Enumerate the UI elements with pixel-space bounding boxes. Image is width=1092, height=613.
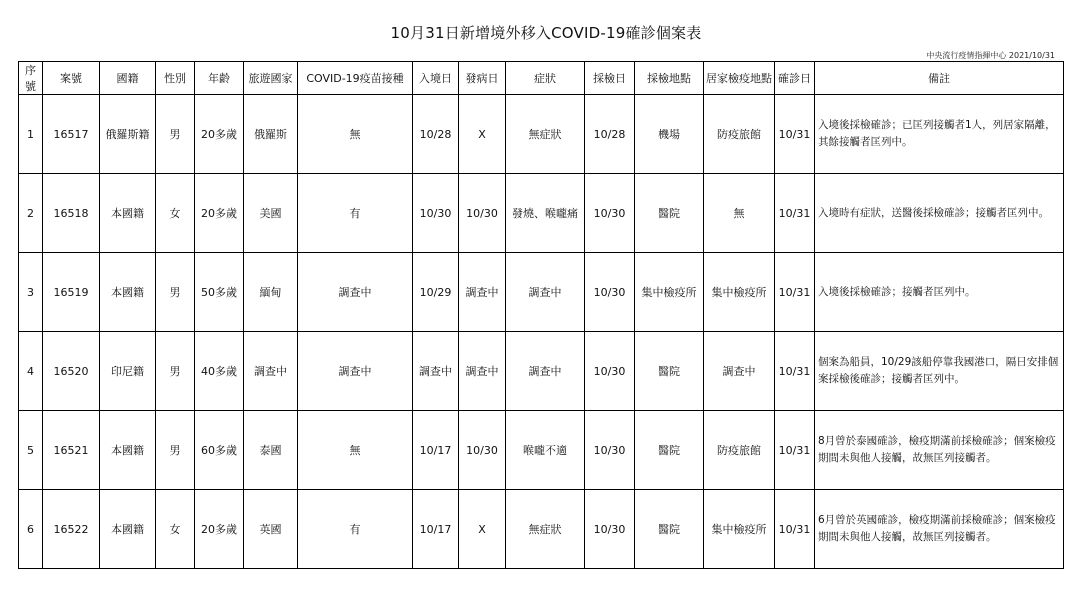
cell-entry: 10/28 [413,95,459,174]
cell-quarantine: 防疫旅館 [704,411,775,490]
cell-sample-date: 10/30 [585,253,635,332]
cell-sample-date: 10/30 [585,174,635,253]
cell-sex: 男 [156,411,195,490]
table-row [19,253,1064,332]
cell-confirm: 10/31 [775,332,815,411]
cell-confirm: 10/31 [775,174,815,253]
table-row [19,95,1064,174]
cell-note: 入境時有症狀，送醫後採檢確診；接觸者匡列中。 [815,174,1064,253]
cell-case: 16520 [43,332,100,411]
cell-onset: X [459,95,506,174]
cell-seq: 1 [19,95,43,174]
col-header-case: 案號 [43,62,100,95]
cell-symptom: 發燒、喉嚨痛 [506,174,585,253]
cell-note: 8月曾於泰國確診，檢疫期滿前採檢確診；個案檢疫期間未與他人接觸，故無匡列接觸者。 [815,411,1064,490]
cell-quarantine: 無 [704,174,775,253]
cell-travel: 俄羅斯 [244,95,298,174]
col-header-nationality: 國籍 [100,62,156,95]
cell-case: 16518 [43,174,100,253]
col-header-vaccine: COVID-19疫苗接種 [298,62,413,95]
col-header-age: 年齡 [195,62,244,95]
cell-entry: 10/30 [413,174,459,253]
cell-case: 16521 [43,411,100,490]
cell-seq: 4 [19,332,43,411]
source-note: 中央流行疫情指揮中心 2021/10/31 [926,51,1055,60]
cell-seq: 6 [19,490,43,569]
cell-case: 16517 [43,95,100,174]
cell-vaccine: 有 [298,174,413,253]
cell-symptom: 調查中 [506,253,585,332]
col-header-seq: 序號 [19,62,43,95]
cell-sex: 女 [156,174,195,253]
cell-confirm: 10/31 [775,490,815,569]
cell-symptom: 無症狀 [506,490,585,569]
cell-sex: 女 [156,490,195,569]
cell-age: 40多歲 [195,332,244,411]
col-header-quarantine: 居家檢疫地點 [704,62,775,95]
cell-sex: 男 [156,332,195,411]
cell-sample-place: 醫院 [635,332,704,411]
header-row [19,62,1064,95]
cell-travel: 英國 [244,490,298,569]
page-title: 10月31日新增境外移入COVID-19確診個案表 [390,24,702,42]
cell-entry: 10/17 [413,411,459,490]
col-header-symptom: 症狀 [506,62,585,95]
cell-vaccine: 有 [298,490,413,569]
cell-age: 60多歲 [195,411,244,490]
col-header-onset: 發病日 [459,62,506,95]
cell-sample-date: 10/30 [585,411,635,490]
col-header-note: 備註 [815,62,1064,95]
cell-quarantine: 防疫旅館 [704,95,775,174]
table-row [19,174,1064,253]
cell-nationality: 俄羅斯籍 [100,95,156,174]
cell-vaccine: 無 [298,95,413,174]
cell-symptom: 無症狀 [506,95,585,174]
cell-nationality: 本國籍 [100,490,156,569]
cell-sex: 男 [156,95,195,174]
table-row [19,490,1064,569]
cell-age: 20多歲 [195,490,244,569]
table-row [19,332,1064,411]
cell-note: 個案為船員，10/29該船停靠我國港口，隔日安排個案採檢後確診；接觸者匡列中。 [815,332,1064,411]
cell-nationality: 本國籍 [100,253,156,332]
cell-symptom: 調查中 [506,332,585,411]
cell-sample-date: 10/28 [585,95,635,174]
cell-vaccine: 無 [298,411,413,490]
cell-sample-place: 機場 [635,95,704,174]
cell-confirm: 10/31 [775,253,815,332]
cell-onset: X [459,490,506,569]
col-header-sex: 性別 [156,62,195,95]
cell-entry: 10/29 [413,253,459,332]
cell-sample-place: 醫院 [635,411,704,490]
case-table [18,61,1064,569]
cell-onset: 10/30 [459,174,506,253]
cell-age: 20多歲 [195,174,244,253]
cell-travel: 泰國 [244,411,298,490]
cell-sample-place: 醫院 [635,490,704,569]
cell-note: 入境後採檢確診；已匡列接觸者1人，列居家隔離，其餘接觸者匡列中。 [815,95,1064,174]
cell-case: 16519 [43,253,100,332]
cell-vaccine: 調查中 [298,253,413,332]
col-header-travel: 旅遊國家 [244,62,298,95]
cell-confirm: 10/31 [775,95,815,174]
cell-symptom: 喉嚨不適 [506,411,585,490]
cell-sample-date: 10/30 [585,332,635,411]
cell-travel: 美國 [244,174,298,253]
cell-note: 6月曾於英國確診，檢疫期滿前採檢確診；個案檢疫期間未與他人接觸，故無匡列接觸者。 [815,490,1064,569]
col-header-entry: 入境日 [413,62,459,95]
cell-sample-place: 醫院 [635,174,704,253]
cell-age: 50多歲 [195,253,244,332]
cell-seq: 3 [19,253,43,332]
cell-quarantine: 調查中 [704,332,775,411]
cell-quarantine: 集中檢疫所 [704,253,775,332]
cell-seq: 2 [19,174,43,253]
cell-age: 20多歲 [195,95,244,174]
cell-entry: 調查中 [413,332,459,411]
cell-vaccine: 調查中 [298,332,413,411]
col-header-confirm: 確診日 [775,62,815,95]
cell-onset: 調查中 [459,253,506,332]
cell-travel: 緬甸 [244,253,298,332]
cell-quarantine: 集中檢疫所 [704,490,775,569]
col-header-sample-place: 採檢地點 [635,62,704,95]
col-header-sample-date: 採檢日 [585,62,635,95]
cell-nationality: 印尼籍 [100,332,156,411]
cell-sample-date: 10/30 [585,490,635,569]
cell-sex: 男 [156,253,195,332]
cell-entry: 10/17 [413,490,459,569]
cell-note: 入境後採檢確診；接觸者匡列中。 [815,253,1064,332]
cell-onset: 調查中 [459,332,506,411]
cell-sample-place: 集中檢疫所 [635,253,704,332]
cell-nationality: 本國籍 [100,411,156,490]
cell-onset: 10/30 [459,411,506,490]
cell-travel: 調查中 [244,332,298,411]
cell-nationality: 本國籍 [100,174,156,253]
cell-seq: 5 [19,411,43,490]
cell-case: 16522 [43,490,100,569]
cell-confirm: 10/31 [775,411,815,490]
table-row [19,411,1064,490]
